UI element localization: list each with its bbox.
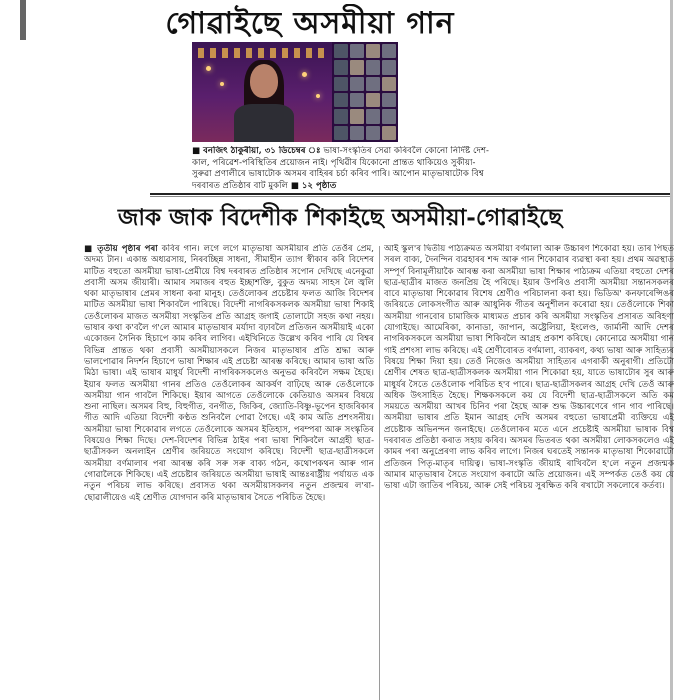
participant-tile	[334, 44, 348, 58]
participant-tile	[350, 93, 364, 107]
lamp-light	[206, 66, 211, 71]
article-paragraph	[384, 244, 674, 493]
top-rule	[20, 0, 26, 40]
lamp-light	[316, 94, 320, 98]
participant-tile	[382, 109, 396, 123]
photo-caption	[192, 146, 494, 192]
continuation-marker: ■ তৃতীয় পৃষ্ঠাৰ পৰা	[84, 244, 158, 254]
participant-tile	[334, 93, 348, 107]
caption-page-ref: ■ ১২ পৃষ্ঠাত	[290, 180, 337, 191]
participant-tile	[366, 126, 380, 140]
participant-tile	[382, 44, 396, 58]
participant-tile	[350, 44, 364, 58]
participant-tile	[366, 44, 380, 58]
article-text-right: আই স্কুল'ৰ দ্বিতীয় পাঠ্যক্ৰমত অসমীয়া বৰ্ণমালা আৰু উচ্চাৰণ শিকোৱা হয়। তাৰ পিছত সৰল বাক্য, দৈনন্দিন ব্যৱহাৰৰ শব্দ আৰু গান শিকোৱাৰ ব্যৱস্থা কৰা হয়। প্ৰথম অৱস্থাত সম্পূৰ্ণ বিনামূলীয়াকৈ আৰম্ভ কৰা অসমীয়া ভাষা শিক্ষাৰ পাঠ্যক্ৰম এতিয়া বহুতো দেশৰ ছাত্ৰ-ছাত্ৰীৰ মাজত জনপ্ৰিয় হৈ পৰিছে। ইয়াৰ উপৰিও প্ৰবাসী অসমীয়া সন্তানসকলৰ বাবে মাতৃভাষা শিকোৱাৰ বিশেষ শ্ৰেণীও পৰিচালনা কৰা হয়। ভিডিঅ' কনফাৰেন্সিঙৰ জৰিয়তে লোকসংগীত আৰু আধুনিক গীতৰ অনুশীলন কৰোৱা হয়। তেওঁলোকে শিকা অসমীয়া গানবোৰ চামাজিক মাধ্যমত প্ৰচাৰ কৰি অসমীয়া সংস্কৃতিৰ প্ৰসাৰত অৰিহণা যোগাইছে। আমেৰিকা, কানাডা, জাপান, অষ্ট্ৰেলিয়া, ইংলেণ্ড, জাৰ্মানী আদি দেশৰ নাগৰিকসকলে অসমীয়া ভাষা শিকিবলৈ আগ্ৰহ প্ৰকাশ কৰিছে। কোনোৱে অসমীয়া গান গাই প্ৰশংসা লাভ কৰিছে। এই শ্ৰেণীবোৰত বৰ্ণমালা, ব্যাকৰণ, কথ্য ভাষা আৰু সাহিত্যৰ বিষয়ে শিক্ষা দিয়া হয়। তেওঁ নিজেও অসমীয়া সাহিত্যৰ এগৰাকী অনুৰাগী। প্ৰতিটো শ্ৰেণীৰ শেষত ছাত্ৰ-ছাত্ৰীসকলক অসমীয়া গান শিকোৱা হয়, যাতে ভাষাটোৰ সুৰ আৰু মাধুৰ্যৰ সৈতে তেওঁলোক পৰিচিত হ'ব পাৰে। ছাত্ৰ-ছাত্ৰীসকলৰ আগ্ৰহ দেখি তেওঁ আৰু অধিক উৎসাহিত হৈছে। শিক্ষকসকলে কয় যে বিদেশী ছাত্ৰ-ছাত্ৰীসকলে অতি কম সময়তে অসমীয়া আখৰ চিনিব পৰা হৈছে আৰু শুদ্ধ উচ্চাৰণেৰে গান গাব পাৰিছে। অসমীয়া ভাষাৰ প্ৰতি ইমান আগ্ৰহ দেখি অসমৰ বহুতো ভাষাপ্ৰেমী ব্যক্তিয়ে এই প্ৰচেষ্টাক অভিনন্দন জনাইছে। তেওঁলোকৰ মতে এনে প্ৰচেষ্টাই অসমীয়া ভাষাক বিশ্ব দৰবাৰত প্ৰতিষ্ঠা কৰাত সহায় কৰিব। অসমৰ ভিতৰত থকা অসমীয়া লোকসকলেও এই কামৰ পৰা অনুপ্ৰেৰণা লাভ কৰিব লাগে। নিজৰ ঘৰতেই সন্তানক মাতৃভাষা শিকোৱাটো প্ৰতিজন পিতৃ-মাতৃৰ দায়িত্ব। ভাষা-সংস্কৃতি জীয়াই ৰাখিবলৈ হ'লে নতুন প্ৰজন্মক আমাৰ মাতৃভাষাৰ সৈতে সংযোগ কৰাটো অতি প্ৰয়োজন। এই সম্পৰ্কত তেওঁ কয় যে ভাষা এটা জাতিৰ পৰিচয়, আৰু সেই পৰিচয় সুৰক্ষিত কৰি ৰখাটো সকলোৰে কৰ্তব্য।	[384, 244, 674, 492]
video-call-photo	[192, 42, 398, 142]
participant-tile	[334, 109, 348, 123]
singer-face	[250, 64, 278, 98]
headline-top: গোৱাইছে অসমীয়া গান	[165, 6, 455, 41]
article-text-left: কবিৰ গান। লগে লগে মাতৃভাষা অসমীয়াৰ প্ৰতি তেওঁৰ প্ৰেম, অদম্য টান। একান্ত অধ্যৱসায়, নিৰবচ্ছিন্ন সাধনা, সীমাহীন ত্যাগ স্বীকাৰ কৰি বিদেশৰ মাটিত বহুতো অসমীয়া ভাষা-প্ৰেমীয়ে বিশ্ব দৰবাৰত প্ৰতিষ্ঠাৰ সপোন দেখিছে এনেকুৱা প্ৰবাসী অসম জীয়াৰী। আমাৰ সমাজৰ বহুত ইচ্ছাশক্তি, বুকুত অদম্য সাহস লৈ জ্বলি থকা মাতৃভাষাৰ প্ৰেমৰ সাধনা কৰা মানুহ। তেওঁলোকৰ প্ৰচেষ্টাৰ ফলত আজি বিদেশৰ মাটিত অসমীয়া ভাষা শিকাবলৈ পাৰিছে। বিদেশী নাগৰিকসকলক অসমীয়া ভাষা শিকাই তেওঁলোকৰ মাজত অসমীয়া সংস্কৃতিৰ প্ৰতি আগ্ৰহ জগাই তোলাটো সহজ কথা নহয়। ভাষাৰ কথা ক'বলৈ গ'লে আমাৰ মাতৃভাষাৰ মৰ্যাদা বঢ়াবলৈ প্ৰতিজন অসমীয়াই একো একোজন সৈনিক হিচাপে কাম কৰিব লাগিব। এইখিনিতে উল্লেখ কৰিব পাৰি যে বিশ্বৰ বিভিন্ন প্ৰান্তত থকা প্ৰবাসী অসমীয়াসকলে নিজৰ মাতৃভাষাৰ প্ৰতি শ্ৰদ্ধা আৰু ভালপোৱাৰ নিদৰ্শন হিচাপে ভাষা শিক্ষাৰ এই প্ৰচেষ্টা আৰম্ভ কৰিছে। আমাৰ ভাষা অতি মিঠা ভাষা। এই ভাষাৰ মাধুৰ্য বিদেশী নাগৰিকসকলেও অনুভৱ কৰিবলৈ সক্ষম হৈছে। ইয়াৰ ফলত অসমীয়া গানৰ প্ৰতিও তেওঁলোকৰ আকৰ্ষণ বাঢ়িছে আৰু তেওঁলোকে অসমীয়া গান গাবলৈ শিকিছে। ইয়াৰ আগতে তেওঁলোকে কেতিয়াও অসমৰ বিষয়ে শুনা নাছিল। অসমৰ বিহু, বিহুগীত, বনগীত, জিকিৰ, জ্যোতি-বিষ্ণু-ভূপেন হাজৰিকাৰ গীত আদি এতিয়া বিদেশী কণ্ঠত শুনিবলৈ পোৱা গৈছে। এই কাম অতি প্ৰশংসনীয়। অসমীয়া ভাষা শিকোৱাৰ লগতে তেওঁলোকে অসমৰ ইতিহাস, পৰম্পৰা আৰু সংস্কৃতিৰ বিষয়েও শিক্ষা দিছে। দেশ-বিদেশৰ বিভিন্ন ঠাইৰ পৰা ভাষা শিকিবলৈ আগ্ৰহী ছাত্ৰ-ছাত্ৰীসকল অনলাইন শ্ৰেণীৰ জৰিয়তে সংযোগ কৰিছে। বিদেশী ছাত্ৰ-ছাত্ৰীসকলে অসমীয়া বৰ্ণমালাৰ পৰা আৰম্ভ কৰি সৰু সৰু বাক্য গঠন, কথোপকথন আৰু গান গোৱালৈকে শিকিছে। এই প্ৰচেষ্টাৰ জৰিয়তে অসমীয়া ভাষাই আন্তঃৰাষ্ট্ৰীয় পৰ্যায়ত এক নতুন পৰিচয় লাভ কৰিছে। প্ৰবাসত থকা অসমীয়াসকলৰ নতুন প্ৰজন্মৰ ল'ৰা-ছোৱালীয়েও এই শ্ৰেণীত যোগদান কৰি মাতৃভাষাৰ সৈতে পৰিচিত হৈছে।	[84, 244, 374, 503]
participant-tile	[334, 60, 348, 74]
headline-main: জাক জাক বিদেশীক শিকাইছে অসমীয়া-গোৱাইছে	[117, 204, 563, 231]
caption-text: ভাষা-সংস্কৃতিৰ সেৱা কৰিবলৈ কোনো নিৰ্দিষ্ট দেশ-কাল, পৰিৱেশ-পৰিস্থিতিৰ প্ৰয়োজন নাই। পৃথিৱীৰ যিকোনো প্ৰান্তত থাকিয়েও সুকীয়া-সুৰুৱা প্ৰণালীৰে ভাষাটোক অসমৰ বাহিৰৰ চৰ্চা কৰিব পাৰি। আপোন মাতৃভাষাটোক বিশ্ব দৰবাৰত প্ৰতিষ্ঠাৰ বাট মুকলি	[192, 146, 489, 191]
participant-tile	[366, 60, 380, 74]
singer-frame	[192, 42, 332, 142]
article-paragraph	[84, 244, 374, 504]
participant-tile	[382, 60, 396, 74]
participant-tile	[366, 93, 380, 107]
participant-tile	[350, 126, 364, 140]
participant-tile	[350, 77, 364, 91]
bunting-decoration	[198, 48, 326, 58]
article-column-left	[84, 244, 374, 700]
column-divider	[379, 246, 380, 700]
participant-tile	[382, 93, 396, 107]
lamp-light	[220, 82, 224, 86]
participant-tile	[334, 126, 348, 140]
participant-tile	[382, 126, 396, 140]
participant-grid	[334, 44, 396, 140]
participant-tile	[366, 77, 380, 91]
section-divider	[150, 196, 670, 197]
section-divider	[150, 193, 670, 195]
participant-tile	[350, 109, 364, 123]
participant-tile	[366, 109, 380, 123]
participant-tile	[350, 60, 364, 74]
singer-body	[234, 104, 294, 142]
lamp-light	[302, 72, 307, 77]
participant-tile	[334, 77, 348, 91]
participant-tile	[382, 77, 396, 91]
caption-byline: ■ বনজিৎ ঠাকুৰীয়া, ৩১ ডিচেম্বৰ ঃ	[192, 146, 321, 156]
article-column-right	[384, 244, 674, 700]
